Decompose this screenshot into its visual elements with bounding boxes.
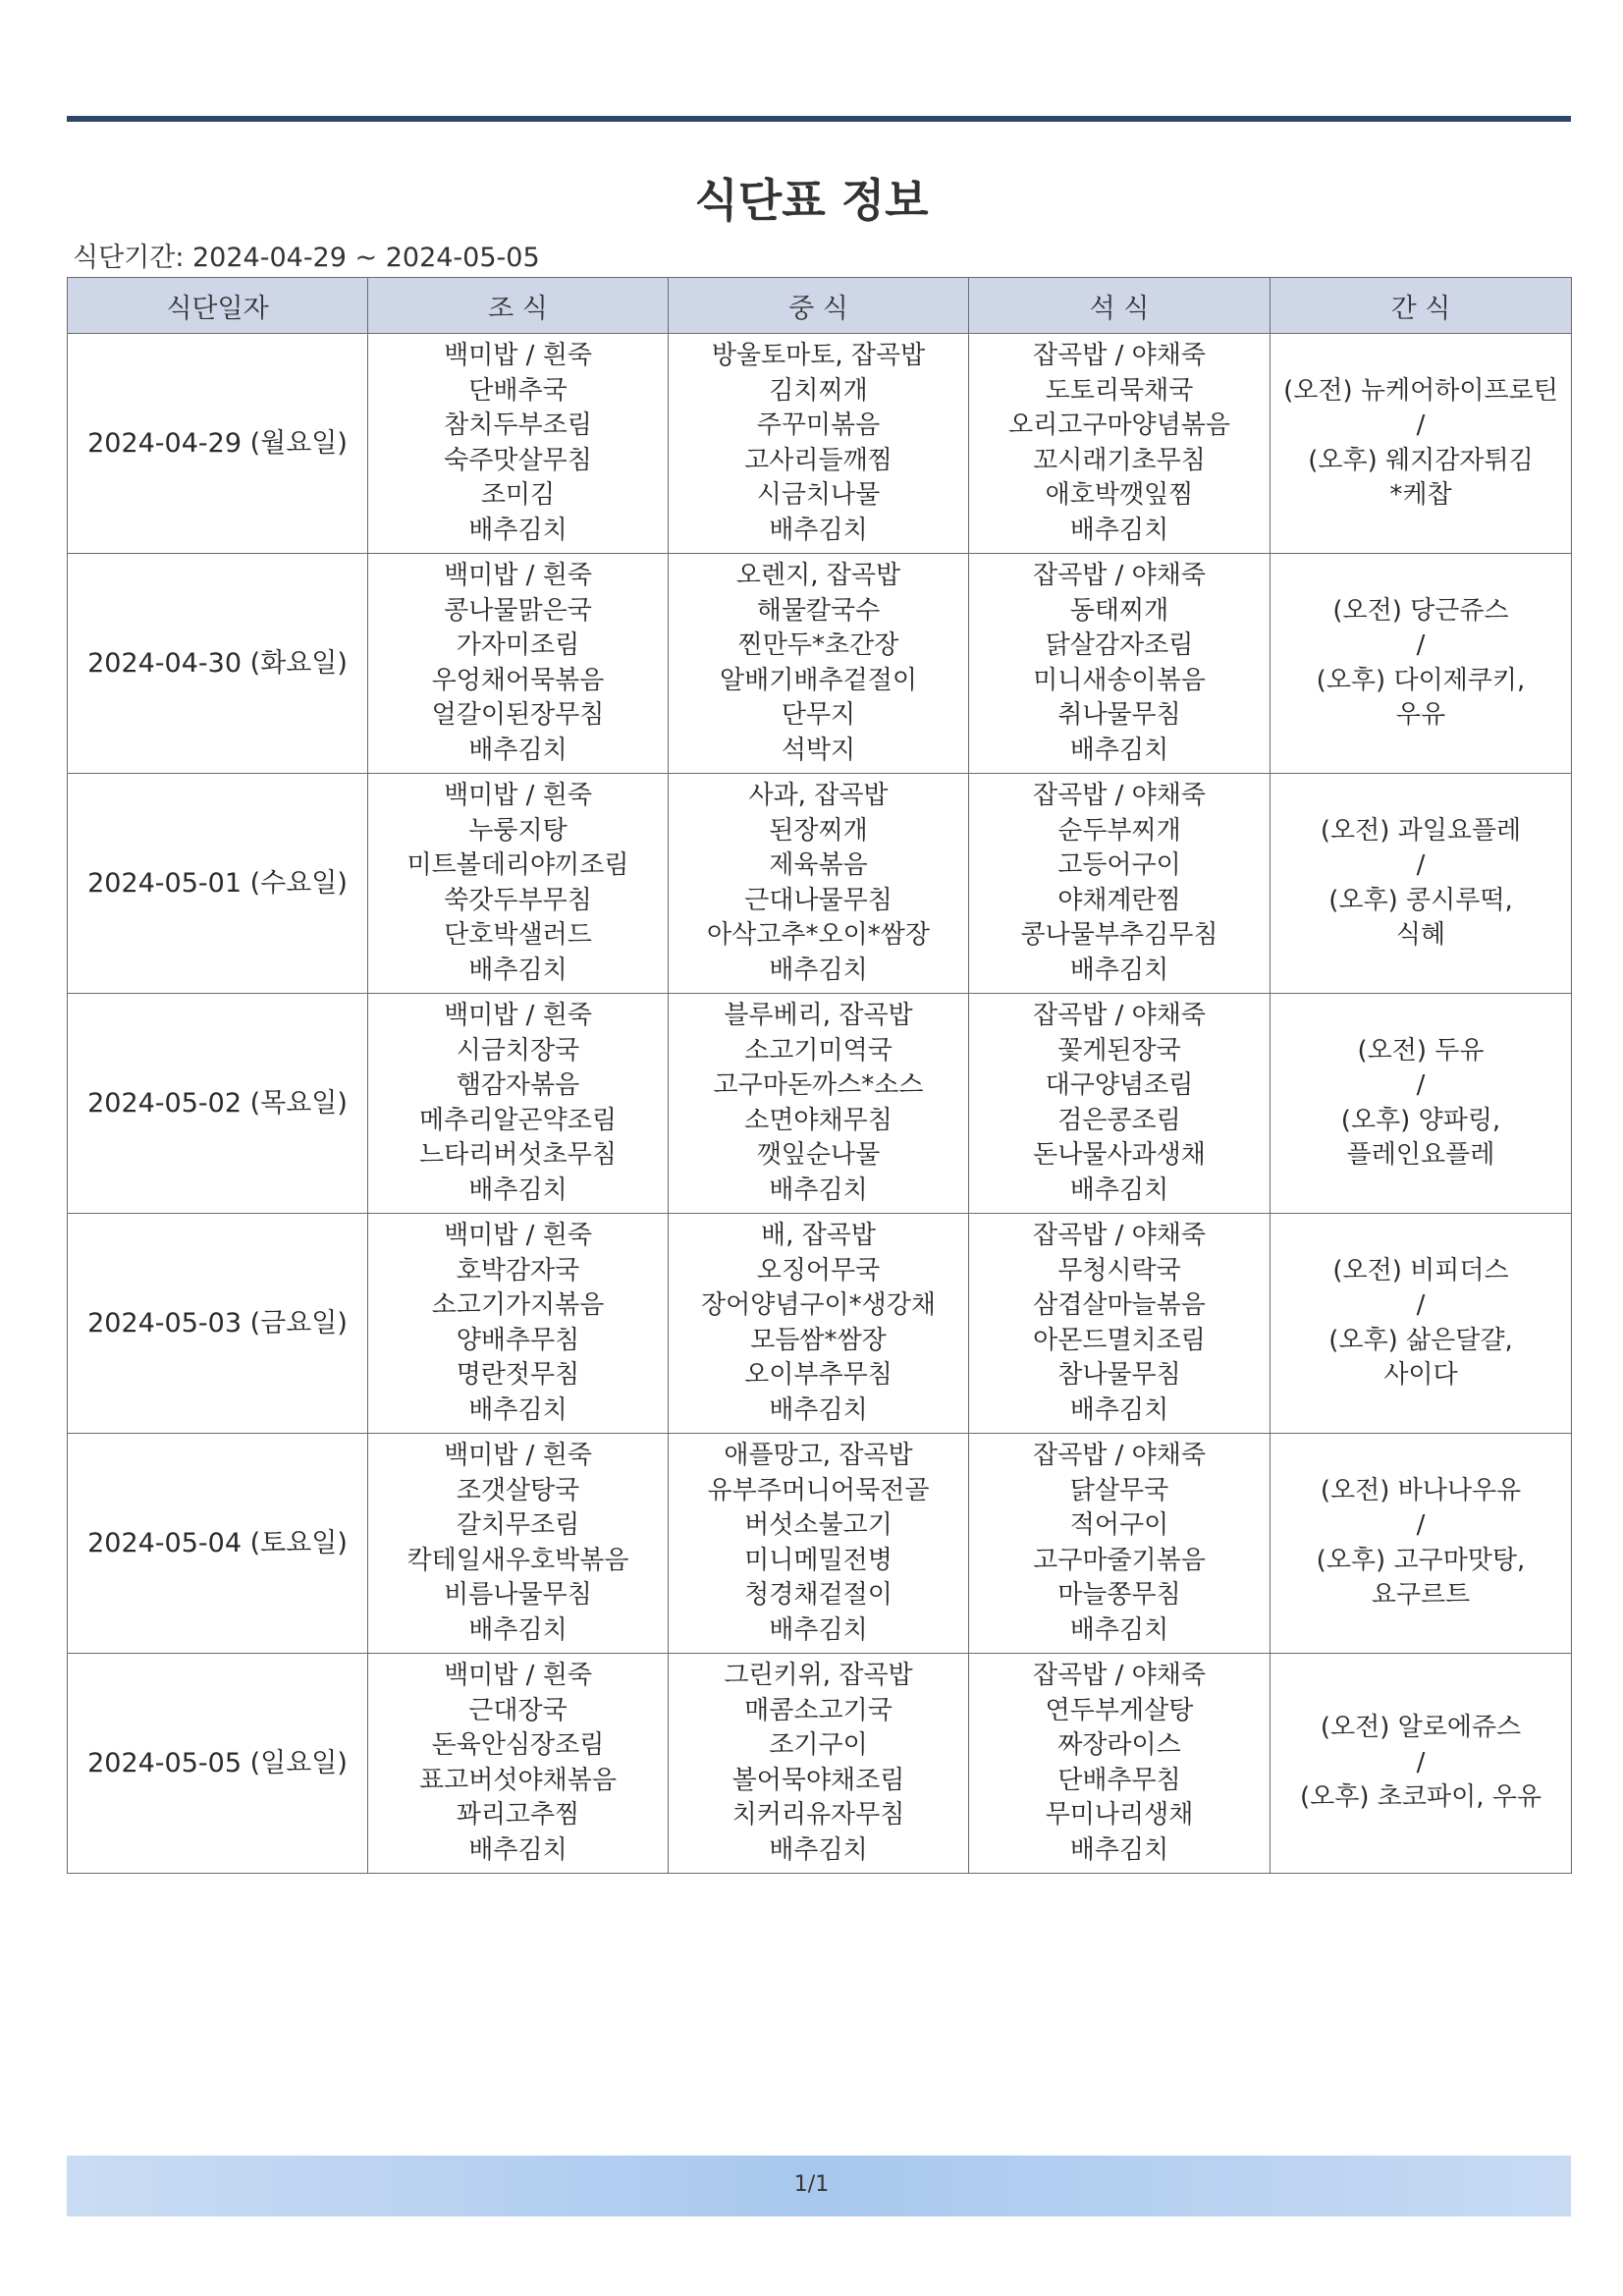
menu-item: 모듬쌈*쌈장 <box>750 1325 887 1355</box>
menu-item: 잡곡밥 / 야채죽 <box>1033 341 1206 370</box>
menu-item: 매콤소고기국 <box>744 1695 893 1725</box>
menu-item: 시금치장국 <box>456 1035 580 1066</box>
menu-item: 우유 <box>1395 700 1446 730</box>
menu-item: 취나물무침 <box>1057 700 1181 730</box>
menu-item: 된장찌개 <box>769 815 868 846</box>
breakfast-cell <box>368 774 669 994</box>
menu-item: 미니메밀전병 <box>744 1545 893 1575</box>
breakfast-cell <box>368 554 669 774</box>
menu-item: 백미밥 / 흰죽 <box>444 341 592 370</box>
menu-item: 배추김치 <box>769 1394 868 1425</box>
menu-item: 배추김치 <box>468 1614 568 1645</box>
menu-item: 시금치나물 <box>756 480 881 510</box>
snack-cell <box>1271 994 1572 1214</box>
menu-item: 배추김치 <box>468 955 568 985</box>
menu-item: 숙주맛살무침 <box>444 445 592 475</box>
menu-item: 적어구이 <box>1069 1510 1169 1540</box>
menu-item: 소고기미역국 <box>744 1035 893 1066</box>
dinner-cell <box>969 1654 1271 1874</box>
lunch-cell <box>669 334 969 554</box>
menu-item: / <box>1416 850 1426 880</box>
menu-item: 치커리유자무침 <box>731 1800 905 1830</box>
menu-item: 꽃게된장국 <box>1057 1035 1181 1066</box>
lunch-cell <box>669 994 969 1214</box>
menu-item: 찐만두*초간장 <box>737 630 899 660</box>
menu-item: 소면야채무침 <box>744 1105 893 1135</box>
menu-item: 미트볼데리야끼조림 <box>406 850 629 880</box>
menu-item: (오전) 바나나우유 <box>1320 1475 1522 1505</box>
menu-item: 장어양념구이*생강채 <box>700 1290 937 1320</box>
dinner-cell <box>969 1434 1271 1654</box>
menu-item: 주꾸미볶음 <box>756 410 881 440</box>
lunch-cell <box>669 554 969 774</box>
menu-item: 사과, 잡곡밥 <box>748 781 889 810</box>
menu-item: 잡곡밥 / 야채죽 <box>1033 1441 1206 1470</box>
menu-item: 해물칼국수 <box>756 595 881 626</box>
breakfast-cell <box>368 334 669 554</box>
menu-item: 배추김치 <box>1069 1394 1169 1425</box>
menu-item: 콩나물맑은국 <box>444 595 592 626</box>
menu-item: 배추김치 <box>769 1175 868 1205</box>
menu-item: 소고기가지볶음 <box>431 1290 605 1320</box>
menu-item: (오전) 알로에쥬스 <box>1320 1713 1522 1743</box>
menu-item: 마늘쫑무침 <box>1057 1580 1181 1610</box>
lunch-cell <box>669 1434 969 1654</box>
menu-item: 방울토마토, 잡곡밥 <box>711 341 926 370</box>
menu-item: 배추김치 <box>468 735 568 765</box>
breakfast-cell <box>368 1654 669 1874</box>
menu-item: 단배추국 <box>468 375 568 406</box>
menu-item: 배추김치 <box>468 1175 568 1205</box>
menu-item: 애플망고, 잡곡밥 <box>724 1441 913 1470</box>
table-row <box>68 774 1572 994</box>
menu-item: 오리고구마양념볶음 <box>1007 410 1231 440</box>
menu-item: 배추김치 <box>1069 735 1169 765</box>
menu-item: 조갯살탕국 <box>456 1475 580 1505</box>
menu-item: 알배기배추겉절이 <box>720 665 917 695</box>
menu-item: 고등어구이 <box>1057 850 1181 880</box>
menu-item: 백미밥 / 흰죽 <box>444 1661 592 1690</box>
lunch-cell <box>669 1214 969 1434</box>
menu-item: 청경채겉절이 <box>744 1580 893 1610</box>
table-row <box>68 1434 1572 1654</box>
meal-period: 식단기간: 2024-04-29 ~ 2024-05-05 <box>73 243 540 273</box>
menu-item: 돈육안심장조림 <box>431 1730 605 1760</box>
menu-item: 근대장국 <box>468 1695 568 1725</box>
dinner-cell <box>969 1214 1271 1434</box>
menu-item: 아몬드멸치조림 <box>1033 1325 1206 1355</box>
menu-item: 짜장라이스 <box>1057 1730 1181 1760</box>
table-row <box>68 334 1572 554</box>
menu-item: (오전) 과일요플레 <box>1320 815 1522 846</box>
menu-item: 삼겹살마늘볶음 <box>1033 1290 1206 1320</box>
snack-cell <box>1271 554 1572 774</box>
menu-item: 배추김치 <box>468 515 568 545</box>
menu-item: 배추김치 <box>1069 1834 1169 1865</box>
top-rule <box>67 116 1571 122</box>
menu-item: 야채계란찜 <box>1057 885 1181 915</box>
menu-item: 깻잎순나물 <box>756 1140 881 1170</box>
menu-item: 오이부추무침 <box>744 1360 893 1390</box>
menu-item: 백미밥 / 흰죽 <box>444 1001 592 1030</box>
menu-item: (오전) 뉴케어하이프로틴 <box>1283 375 1558 406</box>
table-row <box>68 1654 1572 1874</box>
menu-item: 잡곡밥 / 야채죽 <box>1033 561 1206 590</box>
menu-item: 플레인요플레 <box>1346 1140 1495 1170</box>
menu-item: (오후) 다이제쿠키, <box>1316 665 1526 695</box>
menu-item: / <box>1416 1747 1426 1777</box>
menu-item: 대구양념조림 <box>1045 1070 1194 1100</box>
menu-item: 양배추무침 <box>456 1325 580 1355</box>
page-number: 1/1 <box>793 2172 830 2197</box>
menu-item: 동태찌개 <box>1069 595 1169 626</box>
menu-item: / <box>1416 1070 1426 1100</box>
date-cell: 2024-05-02 (목요일) <box>68 994 368 1214</box>
menu-item: 갈치무조림 <box>456 1510 580 1540</box>
menu-item: (오후) 삶은달걀, <box>1328 1325 1513 1355</box>
menu-item: 식혜 <box>1395 920 1446 950</box>
menu-item: 배추김치 <box>1069 1175 1169 1205</box>
menu-item: 느타리버섯초무침 <box>419 1140 617 1170</box>
menu-item: 조미김 <box>480 480 556 510</box>
menu-item: 돈나물사과생채 <box>1033 1140 1206 1170</box>
menu-item: 배추김치 <box>468 1834 568 1865</box>
menu-item: 백미밥 / 흰죽 <box>444 781 592 810</box>
dinner-cell <box>969 994 1271 1214</box>
menu-item: 무청시락국 <box>1057 1255 1181 1285</box>
menu-item: 사이다 <box>1383 1360 1458 1390</box>
header-breakfast: 조 식 <box>368 278 669 334</box>
menu-item: 백미밥 / 흰죽 <box>444 1441 592 1470</box>
snack-cell <box>1271 1434 1572 1654</box>
menu-item: 배추김치 <box>1069 1614 1169 1645</box>
snack-cell <box>1271 1654 1572 1874</box>
snack-cell <box>1271 774 1572 994</box>
menu-item: 꼬시래기초무침 <box>1033 445 1206 475</box>
menu-item: (오후) 고구마맛탕, <box>1316 1545 1526 1575</box>
menu-item: 순두부찌개 <box>1057 815 1181 846</box>
date-cell: 2024-05-01 (수요일) <box>68 774 368 994</box>
menu-item: 메추리알곤약조림 <box>419 1105 617 1135</box>
menu-item: 배추김치 <box>1069 955 1169 985</box>
menu-item: 오징어무국 <box>756 1255 881 1285</box>
menu-item: 조기구이 <box>769 1730 868 1760</box>
date-cell: 2024-05-03 (금요일) <box>68 1214 368 1434</box>
menu-item: 쑥갓두부무침 <box>444 885 592 915</box>
menu-item: 잡곡밥 / 야채죽 <box>1033 781 1206 810</box>
menu-item: 백미밥 / 흰죽 <box>444 561 592 590</box>
menu-item: 검은콩조림 <box>1057 1105 1181 1135</box>
dinner-cell <box>969 774 1271 994</box>
menu-item: 잡곡밥 / 야채죽 <box>1033 1001 1206 1030</box>
menu-item: 표고버섯야채볶음 <box>419 1765 617 1795</box>
table-row <box>68 554 1572 774</box>
date-cell: 2024-05-04 (토요일) <box>68 1434 368 1654</box>
menu-item: (오후) 웨지감자튀김 <box>1308 445 1534 475</box>
menu-item: 백미밥 / 흰죽 <box>444 1221 592 1250</box>
menu-item: 우엉채어묵볶음 <box>431 665 605 695</box>
lunch-cell <box>669 774 969 994</box>
menu-item: 가자미조림 <box>456 630 580 660</box>
menu-item: 칵테일새우호박볶음 <box>406 1545 629 1575</box>
menu-item: 연두부게살탕 <box>1045 1695 1194 1725</box>
header-lunch: 중 식 <box>669 278 969 334</box>
menu-item: 배추김치 <box>769 515 868 545</box>
menu-item: 참치두부조림 <box>444 410 592 440</box>
menu-item: 꽈리고추찜 <box>456 1800 580 1830</box>
menu-item: 단배추무침 <box>1057 1765 1181 1795</box>
table-row <box>68 994 1572 1214</box>
dinner-cell <box>969 554 1271 774</box>
page-title: 식단표 정보 <box>694 174 929 227</box>
menu-item: 배추김치 <box>769 1834 868 1865</box>
menu-item: 참나물무침 <box>1057 1360 1181 1390</box>
menu-item: 아삭고추*오이*쌈장 <box>707 920 930 950</box>
menu-item: 배추김치 <box>468 1394 568 1425</box>
menu-item: 요구르트 <box>1371 1580 1471 1610</box>
menu-item: 명란젓무침 <box>456 1360 580 1390</box>
menu-item: 얼갈이된장무침 <box>431 700 605 730</box>
menu-item: 유부주머니어묵전골 <box>707 1475 930 1505</box>
snack-cell <box>1271 334 1572 554</box>
date-cell: 2024-04-29 (월요일) <box>68 334 368 554</box>
table-header-row <box>68 278 1572 334</box>
menu-item: 오렌지, 잡곡밥 <box>735 561 901 590</box>
menu-item: (오후) 양파링, <box>1340 1105 1501 1135</box>
breakfast-cell <box>368 1214 669 1434</box>
date-cell: 2024-04-30 (화요일) <box>68 554 368 774</box>
header-date: 식단일자 <box>68 278 368 334</box>
menu-item: 배추김치 <box>769 955 868 985</box>
table-row <box>68 1214 1572 1434</box>
menu-item: 배추김치 <box>769 1614 868 1645</box>
lunch-cell <box>669 1654 969 1874</box>
menu-item: (오후) 콩시루떡, <box>1328 885 1513 915</box>
date-cell: 2024-05-05 (일요일) <box>68 1654 368 1874</box>
menu-item: / <box>1416 1290 1426 1320</box>
menu-item: 버섯소불고기 <box>744 1510 893 1540</box>
menu-item: (오전) 비피더스 <box>1332 1255 1509 1285</box>
menu-item: 제육볶음 <box>769 850 868 880</box>
menu-item: 미니새송이볶음 <box>1033 665 1206 695</box>
menu-item: 배추김치 <box>1069 515 1169 545</box>
menu-item: 누룽지탕 <box>468 815 568 846</box>
menu-item: *케찹 <box>1389 480 1452 510</box>
menu-item: 고구마줄기볶음 <box>1033 1545 1206 1575</box>
header-snack: 간 식 <box>1271 278 1572 334</box>
header-dinner: 석 식 <box>969 278 1271 334</box>
table-body <box>68 334 1572 1874</box>
menu-item: 잡곡밥 / 야채죽 <box>1033 1221 1206 1250</box>
dinner-cell <box>969 334 1271 554</box>
menu-item: 단호박샐러드 <box>444 920 592 950</box>
menu-item: / <box>1416 410 1426 440</box>
menu-item: 고구마돈까스*소스 <box>713 1070 924 1100</box>
menu-item: 닭살감자조림 <box>1045 630 1194 660</box>
menu-item: 그린키위, 잡곡밥 <box>724 1661 913 1690</box>
menu-item: 애호박깻잎찜 <box>1045 480 1194 510</box>
menu-item: 블루베리, 잡곡밥 <box>724 1001 913 1030</box>
menu-item: 콩나물부추김무침 <box>1020 920 1218 950</box>
menu-item: 배, 잡곡밥 <box>761 1221 876 1250</box>
breakfast-cell <box>368 994 669 1214</box>
menu-item: 근대나물무침 <box>744 885 893 915</box>
snack-cell <box>1271 1214 1572 1434</box>
menu-item: / <box>1416 630 1426 660</box>
menu-item: 햄감자볶음 <box>456 1070 580 1100</box>
menu-item: 석박지 <box>781 735 856 765</box>
meal-table <box>67 277 1572 1874</box>
menu-item: (오후) 초코파이, 우유 <box>1299 1782 1542 1813</box>
menu-item: 잡곡밥 / 야채죽 <box>1033 1661 1206 1690</box>
menu-item: (오전) 당근쥬스 <box>1332 595 1509 626</box>
menu-item: 단무지 <box>781 700 856 730</box>
menu-item: 호박감자국 <box>456 1255 580 1285</box>
menu-item: 비름나물무침 <box>444 1580 592 1610</box>
menu-item: 닭살무국 <box>1069 1475 1169 1505</box>
menu-item: / <box>1416 1510 1426 1540</box>
menu-item: 도토리묵채국 <box>1045 375 1194 406</box>
menu-item: 볼어묵야채조림 <box>731 1765 905 1795</box>
menu-item: 무미나리생채 <box>1045 1800 1194 1830</box>
menu-item: 고사리들깨찜 <box>744 445 893 475</box>
breakfast-cell <box>368 1434 669 1654</box>
menu-item: (오전) 두유 <box>1357 1035 1485 1066</box>
menu-item: 김치찌개 <box>769 375 868 406</box>
